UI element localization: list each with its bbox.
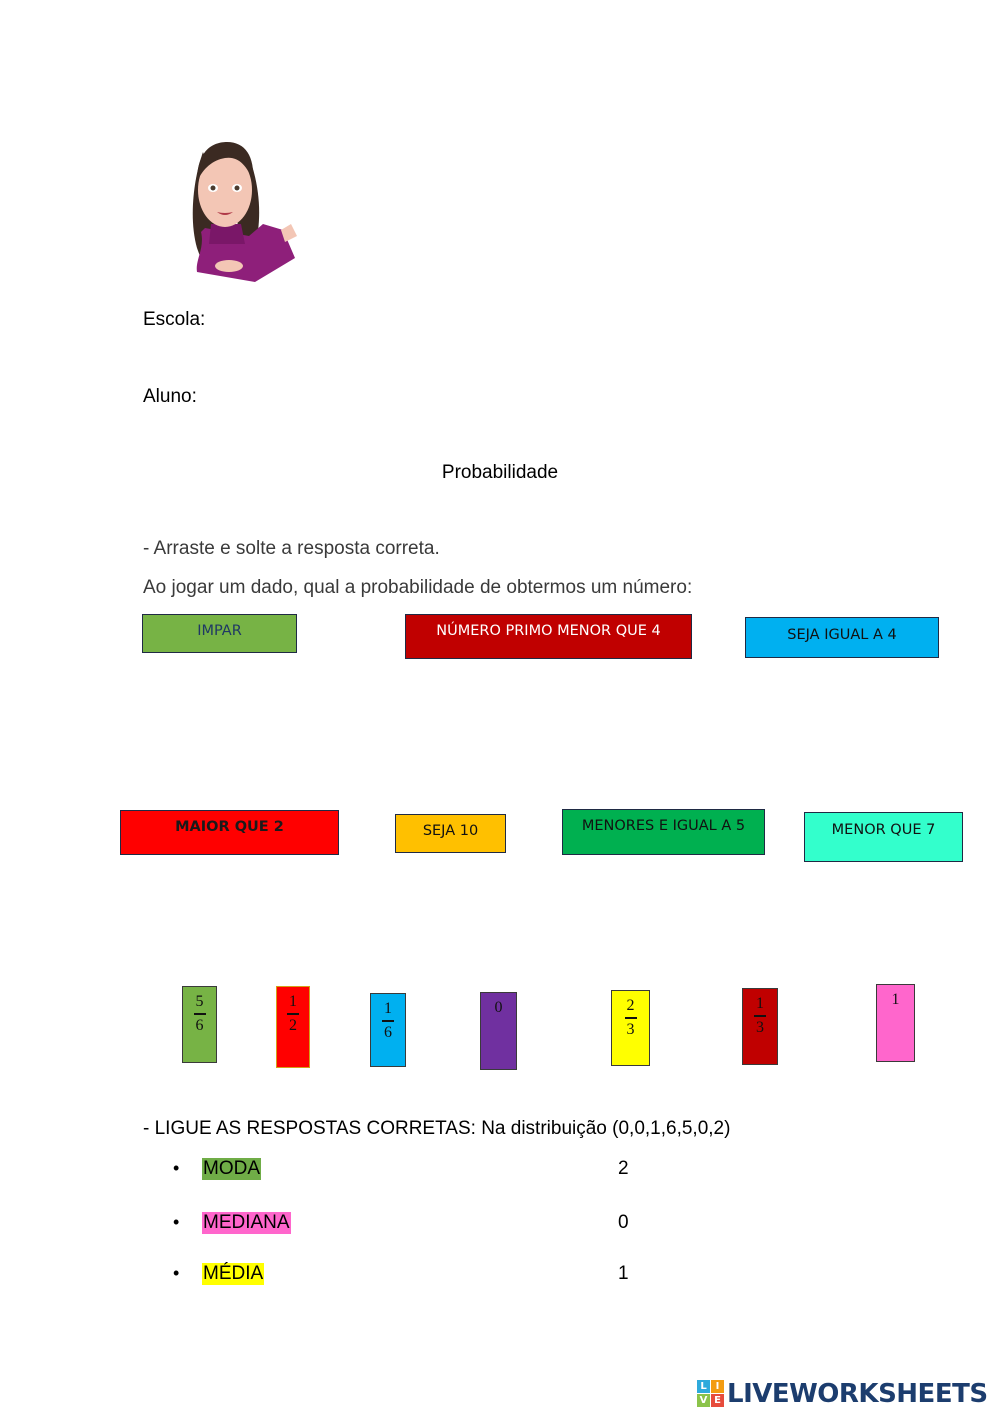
tile-denominator: 3 [626,1020,635,1038]
tile-denominator: 6 [384,1023,392,1041]
value-2[interactable]: 2 [618,1158,629,1179]
value-1[interactable]: 1 [618,1263,629,1284]
liveworksheets-brand: LIVEWORKSHEETS [727,1379,988,1409]
answer-tile-1-2[interactable] [276,986,310,1068]
liveworksheets-logo-icon: L I V E [697,1380,725,1408]
drop-target-impar[interactable]: IMPAR [142,614,297,653]
answer-tile-1-3[interactable] [742,988,778,1065]
bullet-icon: • [173,1158,180,1178]
tile-denominator: 3 [756,1018,764,1036]
instruction-question: Ao jogar um dado, qual a probabilidade de obtermos um número: [143,577,693,598]
term-media[interactable]: MÉDIA [203,1263,264,1284]
school-label: Escola: [143,309,206,330]
value-0[interactable]: 0 [618,1212,629,1233]
tile-value: 1 [891,991,900,1008]
answer-tile-0[interactable] [480,992,517,1070]
tile-numerator: 1 [289,993,297,1010]
bullet-icon: • [173,1263,180,1283]
teacher-avatar-image [145,120,305,290]
answer-tile-5-6[interactable] [182,986,217,1063]
fraction-bar [194,1013,206,1015]
drop-target-igual-a-4[interactable]: SEJA IGUAL A 4 [745,617,939,658]
answer-tile-2-3[interactable] [611,990,650,1066]
instruction-drag-drop: - Arraste e solte a resposta correta. [143,538,440,559]
answer-tile-1[interactable] [876,984,915,1062]
student-label: Aluno: [143,386,197,407]
tile-numerator: 5 [195,993,204,1010]
bullet-icon: • [173,1212,180,1232]
drop-target-seja-10[interactable]: SEJA 10 [395,814,506,853]
ligue-heading: - LIGUE AS RESPOSTAS CORRETAS: Na distribuição (0,0,1,6,5,0,2) [143,1118,731,1139]
tile-numerator: 1 [756,995,764,1012]
tile-denominator: 6 [195,1016,204,1034]
fraction-bar [625,1017,637,1019]
fraction-bar [382,1020,394,1022]
drop-target-maior-que-2[interactable]: MAIOR QUE 2 [120,810,339,855]
tile-numerator: 2 [626,997,635,1014]
tile-value: 0 [494,999,503,1016]
drop-target-primo-menor-que-4[interactable]: NÚMERO PRIMO MENOR QUE 4 [405,614,692,659]
tile-denominator: 2 [289,1016,297,1034]
page-title: Probabilidade [441,462,559,483]
answer-tile-1-6[interactable] [370,993,406,1067]
fraction-bar [754,1015,766,1017]
fraction-bar [287,1013,299,1015]
drop-target-menores-igual-a-5[interactable]: MENORES E IGUAL A 5 [562,809,765,855]
drop-target-menor-que-7[interactable]: MENOR QUE 7 [804,812,963,862]
term-moda[interactable]: MODA [203,1158,260,1179]
term-mediana[interactable]: MEDIANA [203,1212,290,1233]
tile-numerator: 1 [384,1000,392,1017]
